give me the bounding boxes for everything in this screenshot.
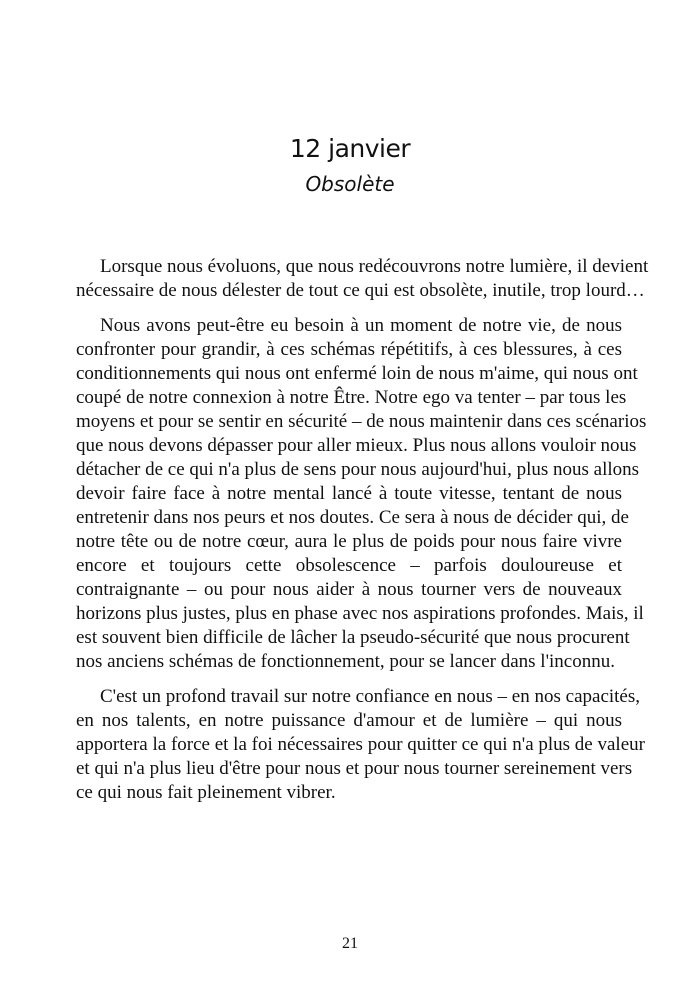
text-line: moyens et pour se sentir en sécurité – de nous maintenir dans ces scénarios xyxy=(76,411,647,432)
text-line: apportera la force et la foi nécessaires pour quitter ce qui n'a plus de valeur xyxy=(76,734,645,755)
text-line: C'est un profond travail sur notre confiance en nous – en nos capacités, xyxy=(100,686,641,707)
text-line: ce qui nous fait pleinement vibrer. xyxy=(76,782,336,803)
text-line: Nous avons peut-être eu besoin à un moment de notre vie, de nous xyxy=(100,315,622,336)
page-subtitle: Obsolète xyxy=(305,172,395,196)
text-line: Lorsque nous évoluons, que nous redécouvrons notre lumière, il devient xyxy=(100,256,649,277)
paragraph xyxy=(76,314,647,674)
text-line: devoir faire face à notre mental lancé à toute vitesse, tentant de nous xyxy=(76,483,622,504)
body-text xyxy=(76,255,649,816)
text-line: notre tête ou de notre cœur, aura le plus de poids pour nous faire vivre xyxy=(76,531,622,552)
text-line: contraignante – ou pour nous aider à nous tourner vers de nouveaux xyxy=(76,579,622,600)
text-line: et qui n'a plus lieu d'être pour nous et pour nous tourner sereinement vers xyxy=(76,758,633,779)
text-line: que nous devons dépasser pour aller mieux. Plus nous allons vouloir nous xyxy=(76,435,637,456)
text-line: nos anciens schémas de fonctionnement, pour se lancer dans l'inconnu. xyxy=(76,651,615,672)
text-line: détacher de ce qui n'a plus de sens pour nous aujourd'hui, plus nous allons xyxy=(76,459,640,480)
text-line: confronter pour grandir, à ces schémas répétitifs, à ces blessures, à ces xyxy=(76,339,622,360)
text-line: est souvent bien difficile de lâcher la pseudo-sécurité que nous procurent xyxy=(76,627,630,648)
page-title: 12 janvier xyxy=(289,134,411,163)
text-line: conditionnements qui nous ont enfermé loin de nous m'aime, qui nous ont xyxy=(76,363,638,384)
text-line: encore et toujours cette obsolescence – parfois douloureuse et xyxy=(76,555,622,576)
paragraph xyxy=(76,255,649,303)
text-line: coupé de notre connexion à notre Être. Notre ego va tenter – par tous les xyxy=(76,387,627,408)
text-line: horizons plus justes, plus en phase avec nos aspirations profondes. Mais, il xyxy=(76,603,644,624)
text-line: en nos talents, en notre puissance d'amour et de lumière – qui nous xyxy=(76,710,622,731)
page-number: 21 xyxy=(342,935,358,952)
text-line: nécessaire de nous délester de tout ce qui est obsolète, inutile, trop lourd… xyxy=(76,280,645,301)
paragraph xyxy=(76,685,645,805)
text-line: entretenir dans nos peurs et nos doutes. Ce sera à nous de décider qui, de xyxy=(76,507,629,528)
